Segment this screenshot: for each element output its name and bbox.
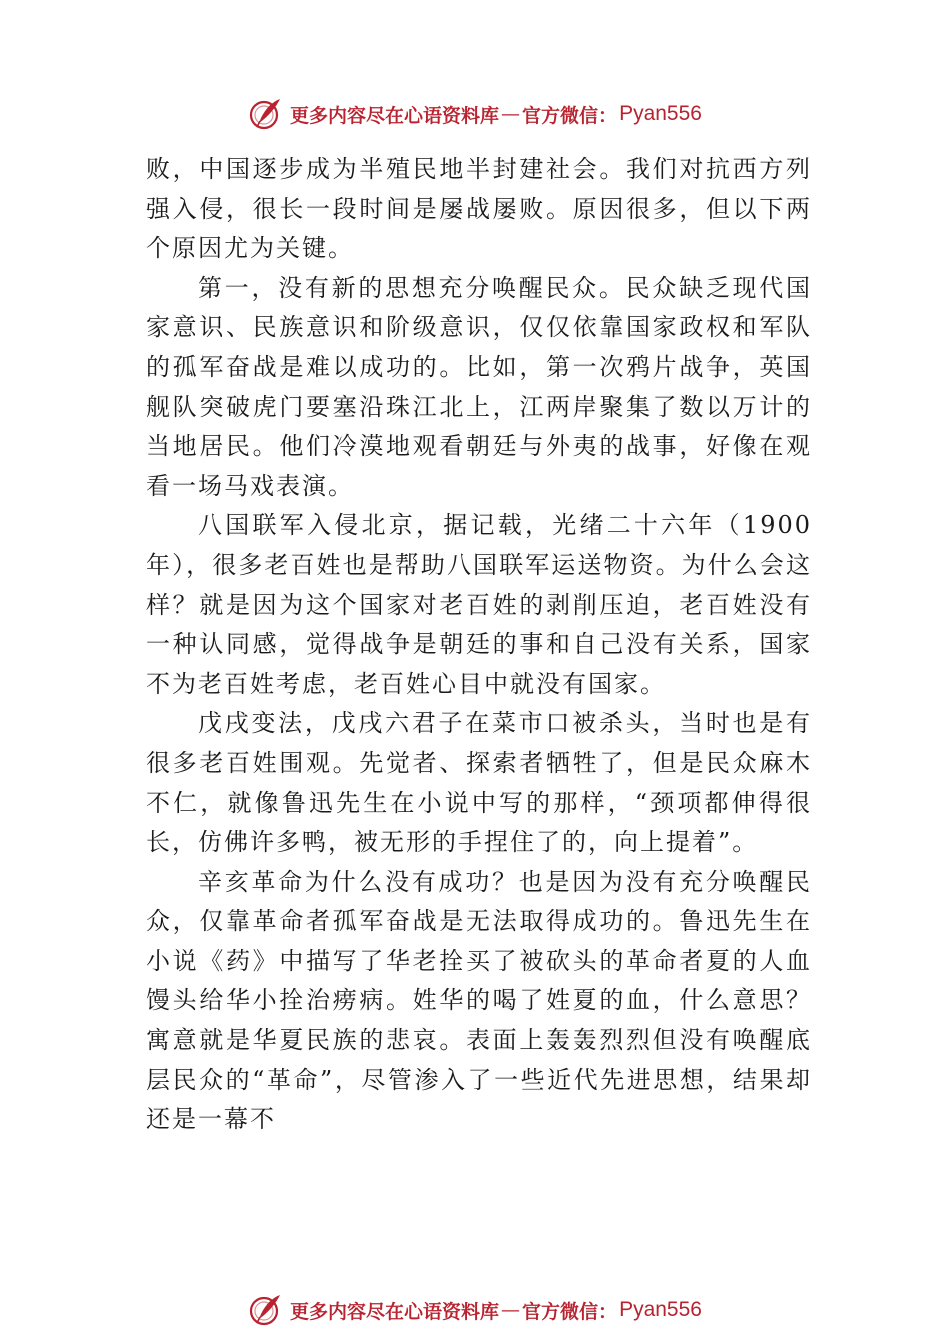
- footer-wechat-handle: Pyan556: [619, 1298, 702, 1321]
- footer-slogan: 更多内容尽在心语资料库: [290, 1300, 500, 1323]
- paragraph-continued: 败，中国逐步成为半殖民地半封建社会。我们对抗西方列强入侵，很长一段时间是屡战屡败。原因很多，但以下两个原因尤为关键。: [146, 155, 812, 263]
- quill-pen-logo-icon: [248, 1292, 284, 1328]
- paragraph: 辛亥革命为什么没有成功？也是因为没有充分唤醒民众，仅靠革命者孤军奋战是无法取得成功的。鲁迅先生在小说《药》中描写了华老拴买了被砍头的革命者夏的人血馒头给华小拴治痨病。姓华的喝了姓夏的血，什么意思？寓意就是华夏民族的悲哀。表面上轰轰烈烈但没有唤醒底层民众的“革命”，尽管渗入了一些近代先进思想，结果却还是一幕不: [146, 867, 812, 1134]
- document-body: [146, 150, 812, 1140]
- header-separator: —: [501, 103, 521, 125]
- footer-wechat-label: 官方微信：: [522, 1300, 618, 1323]
- header-wechat-label: 官方微信：: [522, 104, 618, 127]
- paragraph: 八国联军入侵北京，据记载，光绪二十六年（1900 年），很多老百姓也是帮助八国联军运送物资。为什么会这样？就是因为这个国家对老百姓的剥削压迫，老百姓没有一种认同感，觉得战争是朝廷的事和自己没有关系，国家不为老百姓考虑，老百姓心目中就没有国家。: [146, 511, 812, 698]
- quill-pen-logo-icon: [248, 96, 284, 132]
- header-wechat-handle: Pyan556: [619, 102, 702, 125]
- footer-banner: [0, 1290, 950, 1330]
- header-slogan: 更多内容尽在心语资料库: [290, 104, 500, 127]
- header-banner: [0, 94, 950, 134]
- paragraph: 戊戌变法，戊戌六君子在菜市口被杀头，当时也是有很多老百姓围观。先觉者、探索者牺牲了，但是民众麻木不仁，就像鲁迅先生在小说中写的那样，“颈项都伸得很长，仿佛许多鸭，被无形的手捏住了的，向上提着”。: [146, 709, 812, 857]
- paragraph: 第一，没有新的思想充分唤醒民众。民众缺乏现代国家意识、民族意识和阶级意识，仅仅依靠国家政权和军队的孤军奋战是难以成功的。比如，第一次鸦片战争，英国舰队突破虎门要塞沿珠江北上，江两岸聚集了数以万计的当地居民。他们冷漠地观看朝廷与外夷的战事，好像在观看一场马戏表演。: [146, 273, 812, 500]
- footer-separator: —: [501, 1299, 521, 1321]
